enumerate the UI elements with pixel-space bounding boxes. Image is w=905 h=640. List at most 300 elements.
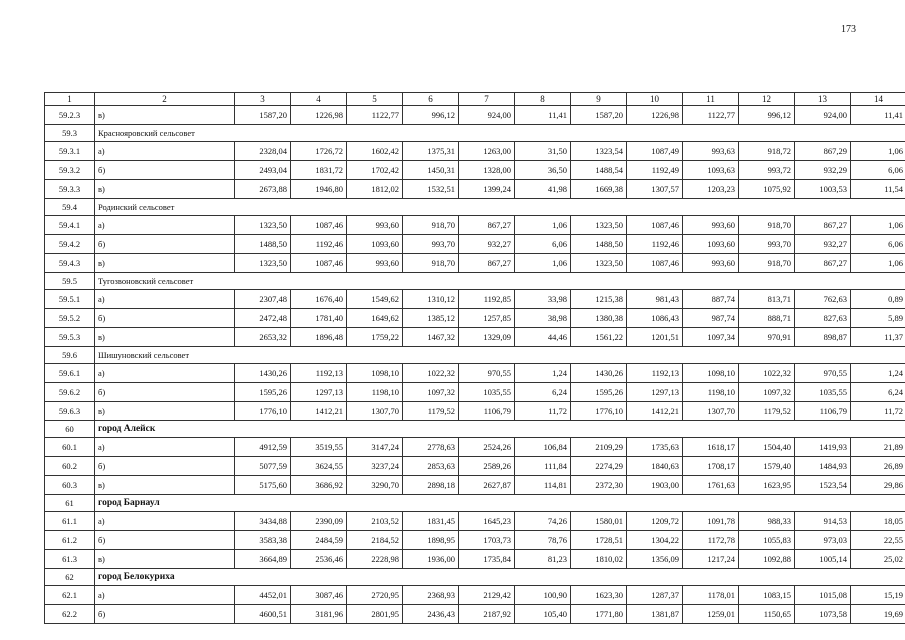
value-cell: 918,70	[403, 216, 459, 235]
value-cell: 1086,43	[627, 309, 683, 328]
value-cell: 996,12	[403, 106, 459, 125]
column-header: 10	[627, 93, 683, 106]
value-cell: 1201,51	[627, 328, 683, 347]
value-cell: 114,81	[515, 476, 571, 495]
value-cell: 19,69	[851, 605, 905, 624]
value-cell: 1092,88	[739, 550, 795, 569]
value-cell: 1602,42	[347, 142, 403, 161]
value-cell: 1073,58	[795, 605, 851, 624]
value-cell: 1595,26	[571, 383, 627, 402]
value-cell: 1087,46	[627, 254, 683, 273]
value-cell: 932,29	[795, 161, 851, 180]
value-cell: 5,89	[851, 309, 905, 328]
value-cell: 1035,55	[795, 383, 851, 402]
row-variant: в)	[95, 550, 235, 569]
row-code: 59.3.3	[45, 180, 95, 199]
row-variant: б)	[95, 235, 235, 254]
value-cell: 1375,31	[403, 142, 459, 161]
value-cell: 1,06	[851, 142, 905, 161]
value-cell: 993,60	[347, 216, 403, 235]
value-cell: 1595,26	[235, 383, 291, 402]
value-cell: 762,63	[795, 290, 851, 309]
value-cell: 888,71	[739, 309, 795, 328]
value-cell: 1587,20	[235, 106, 291, 125]
row-variant: б)	[95, 605, 235, 624]
value-cell: 2328,04	[235, 142, 291, 161]
value-cell: 993,70	[403, 235, 459, 254]
value-cell: 1840,63	[627, 457, 683, 476]
value-cell: 36,50	[515, 161, 571, 180]
value-cell: 1055,83	[739, 531, 795, 550]
value-cell: 993,60	[683, 254, 739, 273]
value-cell: 2187,92	[459, 605, 515, 624]
column-header: 11	[683, 93, 739, 106]
column-header: 7	[459, 93, 515, 106]
section-row	[45, 125, 905, 142]
value-cell: 11,72	[851, 402, 905, 421]
table-row	[45, 216, 905, 235]
section-code: 59.5	[45, 273, 95, 290]
value-cell: 1091,78	[683, 512, 739, 531]
value-cell: 1307,70	[347, 402, 403, 421]
value-cell: 6,24	[851, 383, 905, 402]
value-cell: 106,84	[515, 438, 571, 457]
value-cell: 11,41	[515, 106, 571, 125]
table-row	[45, 512, 905, 531]
value-cell: 1618,17	[683, 438, 739, 457]
row-code: 61.2	[45, 531, 95, 550]
value-cell: 1812,02	[347, 180, 403, 199]
value-cell: 813,71	[739, 290, 795, 309]
row-code: 59.5.3	[45, 328, 95, 347]
value-cell: 932,27	[459, 235, 515, 254]
value-cell: 1015,08	[795, 586, 851, 605]
value-cell: 2368,93	[403, 586, 459, 605]
value-cell: 1776,10	[571, 402, 627, 421]
value-cell: 1903,00	[627, 476, 683, 495]
row-code: 59.4.1	[45, 216, 95, 235]
section-row	[45, 347, 905, 364]
row-code: 59.6.3	[45, 402, 95, 421]
value-cell: 1776,10	[235, 402, 291, 421]
value-cell: 1323,50	[571, 216, 627, 235]
row-code: 59.5.1	[45, 290, 95, 309]
table-row	[45, 402, 905, 421]
value-cell: 2778,63	[403, 438, 459, 457]
table-row	[45, 383, 905, 402]
value-cell: 3434,88	[235, 512, 291, 531]
value-cell: 2627,87	[459, 476, 515, 495]
value-cell: 3147,24	[347, 438, 403, 457]
row-variant: в)	[95, 476, 235, 495]
value-cell: 1580,01	[571, 512, 627, 531]
value-cell: 1263,00	[459, 142, 515, 161]
value-cell: 867,29	[795, 142, 851, 161]
value-cell: 1532,51	[403, 180, 459, 199]
value-cell: 74,26	[515, 512, 571, 531]
column-header: 12	[739, 93, 795, 106]
value-cell: 1356,09	[627, 550, 683, 569]
table-row	[45, 309, 905, 328]
value-cell: 914,53	[795, 512, 851, 531]
table-row	[45, 531, 905, 550]
value-cell: 1192,85	[459, 290, 515, 309]
value-cell: 1810,02	[571, 550, 627, 569]
value-cell: 1172,78	[683, 531, 739, 550]
row-variant: в)	[95, 254, 235, 273]
value-cell: 1771,80	[571, 605, 627, 624]
value-cell: 22,55	[851, 531, 905, 550]
header-row	[45, 93, 905, 106]
value-cell: 1198,10	[683, 383, 739, 402]
value-cell: 887,74	[683, 290, 739, 309]
value-cell: 44,46	[515, 328, 571, 347]
value-cell: 1,06	[851, 216, 905, 235]
value-cell: 2109,29	[571, 438, 627, 457]
row-code: 59.3.2	[45, 161, 95, 180]
value-cell: 1257,85	[459, 309, 515, 328]
value-cell: 1097,32	[403, 383, 459, 402]
value-cell: 867,27	[795, 216, 851, 235]
section-title: Краснояровский сельсовет	[95, 125, 905, 142]
value-cell: 993,63	[683, 142, 739, 161]
value-cell: 1,06	[515, 216, 571, 235]
value-cell: 1831,45	[403, 512, 459, 531]
value-cell: 1898,95	[403, 531, 459, 550]
value-cell: 1467,32	[403, 328, 459, 347]
column-header: 9	[571, 93, 627, 106]
value-cell: 18,05	[851, 512, 905, 531]
row-code: 59.5.2	[45, 309, 95, 328]
row-variant: а)	[95, 216, 235, 235]
value-cell: 1179,52	[739, 402, 795, 421]
section-title: Тугозвоновский сельсовет	[95, 273, 905, 290]
value-cell: 1297,13	[627, 383, 683, 402]
value-cell: 1561,22	[571, 328, 627, 347]
value-cell: 898,87	[795, 328, 851, 347]
value-cell: 1192,13	[291, 364, 347, 383]
value-cell: 1708,17	[683, 457, 739, 476]
value-cell: 981,43	[627, 290, 683, 309]
value-cell: 1728,51	[571, 531, 627, 550]
value-cell: 996,12	[739, 106, 795, 125]
table-row	[45, 364, 905, 383]
value-cell: 1087,46	[627, 216, 683, 235]
value-cell: 21,89	[851, 438, 905, 457]
value-cell: 1735,63	[627, 438, 683, 457]
row-code: 60.1	[45, 438, 95, 457]
value-cell: 41,98	[515, 180, 571, 199]
row-variant: в)	[95, 180, 235, 199]
value-cell: 1192,13	[627, 364, 683, 383]
value-cell: 1304,22	[627, 531, 683, 550]
value-cell: 6,24	[515, 383, 571, 402]
value-cell: 1380,38	[571, 309, 627, 328]
value-cell: 29,86	[851, 476, 905, 495]
value-cell: 1022,32	[739, 364, 795, 383]
row-code: 60.2	[45, 457, 95, 476]
value-cell: 5077,59	[235, 457, 291, 476]
value-cell: 1623,30	[571, 586, 627, 605]
value-cell: 1399,24	[459, 180, 515, 199]
value-cell: 2472,48	[235, 309, 291, 328]
value-cell: 2103,52	[347, 512, 403, 531]
value-cell: 31,50	[515, 142, 571, 161]
value-cell: 993,60	[683, 216, 739, 235]
table-row	[45, 586, 905, 605]
value-cell: 924,00	[795, 106, 851, 125]
value-cell: 1669,38	[571, 180, 627, 199]
value-cell: 918,72	[739, 142, 795, 161]
value-cell: 2484,59	[291, 531, 347, 550]
value-cell: 1412,21	[291, 402, 347, 421]
value-cell: 1587,20	[571, 106, 627, 125]
value-cell: 1005,14	[795, 550, 851, 569]
table-row	[45, 290, 905, 309]
value-cell: 1097,34	[683, 328, 739, 347]
value-cell: 2436,43	[403, 605, 459, 624]
value-cell: 25,02	[851, 550, 905, 569]
value-cell: 993,60	[347, 254, 403, 273]
value-cell: 2898,18	[403, 476, 459, 495]
value-cell: 2673,88	[235, 180, 291, 199]
section-title: город Барнаул	[95, 495, 905, 512]
value-cell: 2307,48	[235, 290, 291, 309]
row-code: 62.2	[45, 605, 95, 624]
value-cell: 1946,80	[291, 180, 347, 199]
column-header: 5	[347, 93, 403, 106]
value-cell: 6,06	[851, 235, 905, 254]
value-cell: 33,98	[515, 290, 571, 309]
value-cell: 1702,42	[347, 161, 403, 180]
section-code: 60	[45, 421, 95, 438]
value-cell: 1093,60	[347, 235, 403, 254]
table-row	[45, 106, 905, 125]
value-cell: 2129,42	[459, 586, 515, 605]
table-row	[45, 142, 905, 161]
value-cell: 867,27	[459, 216, 515, 235]
value-cell: 1896,48	[291, 328, 347, 347]
value-cell: 1323,50	[235, 216, 291, 235]
value-cell: 1781,40	[291, 309, 347, 328]
value-cell: 970,55	[795, 364, 851, 383]
column-header: 2	[95, 93, 235, 106]
column-header: 3	[235, 93, 291, 106]
value-cell: 1323,50	[235, 254, 291, 273]
value-cell: 970,55	[459, 364, 515, 383]
value-cell: 867,27	[459, 254, 515, 273]
value-cell: 1178,01	[683, 586, 739, 605]
value-cell: 1209,72	[627, 512, 683, 531]
value-cell: 38,98	[515, 309, 571, 328]
value-cell: 1097,32	[739, 383, 795, 402]
value-cell: 4912,59	[235, 438, 291, 457]
value-cell: 81,23	[515, 550, 571, 569]
value-cell: 918,70	[403, 254, 459, 273]
value-cell: 1623,95	[739, 476, 795, 495]
column-header: 14	[851, 93, 905, 106]
value-cell: 987,74	[683, 309, 739, 328]
row-code: 59.2.3	[45, 106, 95, 125]
row-variant: в)	[95, 328, 235, 347]
value-cell: 918,70	[739, 254, 795, 273]
table-body	[45, 93, 905, 624]
table-row	[45, 161, 905, 180]
value-cell: 1735,84	[459, 550, 515, 569]
value-cell: 1430,26	[235, 364, 291, 383]
value-cell: 11,41	[851, 106, 905, 125]
value-cell: 1087,46	[291, 254, 347, 273]
section-row	[45, 421, 905, 438]
row-variant: а)	[95, 512, 235, 531]
value-cell: 1,24	[851, 364, 905, 383]
value-cell: 1122,77	[683, 106, 739, 125]
value-cell: 993,72	[739, 161, 795, 180]
value-cell: 2372,30	[571, 476, 627, 495]
value-cell: 2720,95	[347, 586, 403, 605]
value-cell: 1022,32	[403, 364, 459, 383]
value-cell: 4452,01	[235, 586, 291, 605]
row-variant: а)	[95, 364, 235, 383]
value-cell: 2853,63	[403, 457, 459, 476]
value-cell: 1287,37	[627, 586, 683, 605]
value-cell: 1217,24	[683, 550, 739, 569]
value-cell: 1150,65	[739, 605, 795, 624]
value-cell: 111,84	[515, 457, 571, 476]
row-variant: б)	[95, 531, 235, 550]
row-variant: а)	[95, 290, 235, 309]
section-title: Родинский сельсовет	[95, 199, 905, 216]
section-title: город Белокуриха	[95, 569, 905, 586]
value-cell: 1412,21	[627, 402, 683, 421]
value-cell: 1226,98	[627, 106, 683, 125]
value-cell: 3181,96	[291, 605, 347, 624]
table-row	[45, 550, 905, 569]
value-cell: 1450,31	[403, 161, 459, 180]
value-cell: 1726,72	[291, 142, 347, 161]
section-code: 59.6	[45, 347, 95, 364]
value-cell: 970,91	[739, 328, 795, 347]
value-cell: 78,76	[515, 531, 571, 550]
value-cell: 2536,46	[291, 550, 347, 569]
value-cell: 827,63	[795, 309, 851, 328]
value-cell: 1226,98	[291, 106, 347, 125]
value-cell: 993,70	[739, 235, 795, 254]
row-variant: б)	[95, 309, 235, 328]
row-code: 59.4.3	[45, 254, 95, 273]
table-row	[45, 476, 905, 495]
value-cell: 1259,01	[683, 605, 739, 624]
value-cell: 1106,79	[795, 402, 851, 421]
row-variant: а)	[95, 586, 235, 605]
value-cell: 1215,38	[571, 290, 627, 309]
value-cell: 1,06	[515, 254, 571, 273]
section-row	[45, 273, 905, 290]
value-cell: 1759,22	[347, 328, 403, 347]
value-cell: 1549,62	[347, 290, 403, 309]
value-cell: 1307,57	[627, 180, 683, 199]
value-cell: 1676,40	[291, 290, 347, 309]
section-row	[45, 199, 905, 216]
value-cell: 0,89	[851, 290, 905, 309]
value-cell: 3290,70	[347, 476, 403, 495]
value-cell: 2274,29	[571, 457, 627, 476]
value-cell: 2589,26	[459, 457, 515, 476]
section-code: 59.3	[45, 125, 95, 142]
value-cell: 2493,04	[235, 161, 291, 180]
value-cell: 1649,62	[347, 309, 403, 328]
row-variant: б)	[95, 161, 235, 180]
value-cell: 1488,50	[571, 235, 627, 254]
value-cell: 105,40	[515, 605, 571, 624]
value-cell: 1098,10	[347, 364, 403, 383]
row-code: 59.6.2	[45, 383, 95, 402]
column-header: 4	[291, 93, 347, 106]
section-code: 61	[45, 495, 95, 512]
value-cell: 1323,50	[571, 254, 627, 273]
value-cell: 1093,60	[683, 235, 739, 254]
value-cell: 2228,98	[347, 550, 403, 569]
row-variant: а)	[95, 438, 235, 457]
row-variant: в)	[95, 106, 235, 125]
row-code: 59.3.1	[45, 142, 95, 161]
row-variant: в)	[95, 402, 235, 421]
value-cell: 1087,49	[627, 142, 683, 161]
value-cell: 15,19	[851, 586, 905, 605]
value-cell: 1,06	[851, 254, 905, 273]
value-cell: 1761,63	[683, 476, 739, 495]
value-cell: 1192,46	[627, 235, 683, 254]
value-cell: 1504,40	[739, 438, 795, 457]
value-cell: 1198,10	[347, 383, 403, 402]
row-code: 59.6.1	[45, 364, 95, 383]
value-cell: 1430,26	[571, 364, 627, 383]
value-cell: 1831,72	[291, 161, 347, 180]
column-header: 1	[45, 93, 95, 106]
row-code: 61.3	[45, 550, 95, 569]
value-cell: 2801,95	[347, 605, 403, 624]
value-cell: 973,03	[795, 531, 851, 550]
value-cell: 3583,38	[235, 531, 291, 550]
value-cell: 3686,92	[291, 476, 347, 495]
value-cell: 1179,52	[403, 402, 459, 421]
value-cell: 1093,63	[683, 161, 739, 180]
value-cell: 1003,53	[795, 180, 851, 199]
value-cell: 6,06	[515, 235, 571, 254]
value-cell: 1645,23	[459, 512, 515, 531]
table-row	[45, 438, 905, 457]
value-cell: 3087,46	[291, 586, 347, 605]
value-cell: 1936,00	[403, 550, 459, 569]
row-variant: а)	[95, 142, 235, 161]
value-cell: 988,33	[739, 512, 795, 531]
value-cell: 867,27	[795, 254, 851, 273]
value-cell: 1297,13	[291, 383, 347, 402]
column-header: 6	[403, 93, 459, 106]
table-row	[45, 457, 905, 476]
value-cell: 5175,60	[235, 476, 291, 495]
value-cell: 1087,46	[291, 216, 347, 235]
value-cell: 1192,49	[627, 161, 683, 180]
section-title: Шишуновский сельсовет	[95, 347, 905, 364]
value-cell: 1075,92	[739, 180, 795, 199]
value-cell: 2390,09	[291, 512, 347, 531]
page-number: 173	[841, 24, 856, 35]
value-cell: 1523,54	[795, 476, 851, 495]
section-code: 59.4	[45, 199, 95, 216]
row-code: 62.1	[45, 586, 95, 605]
column-header: 8	[515, 93, 571, 106]
